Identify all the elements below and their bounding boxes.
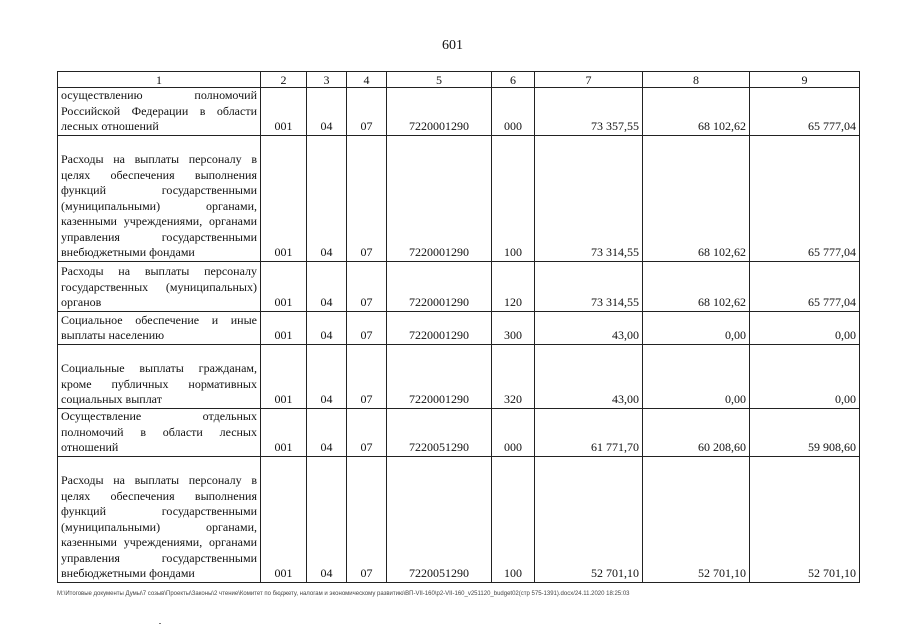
row-name: Осуществление отдельных полномочий в области лесных отношений xyxy=(58,408,261,456)
cell-amount-col9: 52 701,10 xyxy=(750,456,860,582)
cell-admin-code: 001 xyxy=(261,135,307,261)
cell-subsection: 07 xyxy=(347,344,387,408)
column-header: 4 xyxy=(347,72,387,88)
table-row xyxy=(58,456,860,582)
cell-subsection: 07 xyxy=(347,88,387,136)
cell-target-article: 7220051290 xyxy=(387,456,492,582)
cell-target-article: 7220001290 xyxy=(387,135,492,261)
table-row xyxy=(58,135,860,261)
column-header: 3 xyxy=(307,72,347,88)
cell-admin-code: 001 xyxy=(261,311,307,344)
cell-amount-col9: 65 777,04 xyxy=(750,135,860,261)
cell-target-article: 7220001290 xyxy=(387,88,492,136)
cell-amount-col8: 60 208,60 xyxy=(643,408,750,456)
cell-amount-col9: 65 777,04 xyxy=(750,261,860,311)
table-row xyxy=(58,344,860,408)
cell-amount-col9: 0,00 xyxy=(750,311,860,344)
table-row xyxy=(58,408,860,456)
cell-admin-code: 001 xyxy=(261,344,307,408)
cell-section: 04 xyxy=(307,344,347,408)
cell-target-article: 7220001290 xyxy=(387,261,492,311)
scan-speck xyxy=(159,623,161,624)
table-row xyxy=(58,88,860,136)
cell-amount-col9: 65 777,04 xyxy=(750,88,860,136)
cell-admin-code: 001 xyxy=(261,88,307,136)
cell-section: 04 xyxy=(307,408,347,456)
cell-amount-col9: 0,00 xyxy=(750,344,860,408)
cell-section: 04 xyxy=(307,456,347,582)
column-header: 1 xyxy=(58,72,261,88)
cell-amount-col8: 52 701,10 xyxy=(643,456,750,582)
column-header: 6 xyxy=(492,72,535,88)
column-header: 2 xyxy=(261,72,307,88)
cell-expense-type: 100 xyxy=(492,456,535,582)
cell-amount-col8: 68 102,62 xyxy=(643,261,750,311)
cell-expense-type: 000 xyxy=(492,408,535,456)
cell-section: 04 xyxy=(307,311,347,344)
row-name: Социальное обеспечение и иные выплаты населению xyxy=(58,311,261,344)
row-name: Расходы на выплаты персоналу в целях обеспечения выполнения функций государственными (муниципальными) органами, казенными учреждениями, органами управления государственными внебюджетными фондами xyxy=(58,135,261,261)
cell-amount-col7: 61 771,70 xyxy=(535,408,643,456)
cell-subsection: 07 xyxy=(347,408,387,456)
cell-target-article: 7220001290 xyxy=(387,344,492,408)
row-name: Социальные выплаты гражданам, кроме публичных нормативных социальных выплат xyxy=(58,344,261,408)
table-row xyxy=(58,261,860,311)
cell-amount-col7: 43,00 xyxy=(535,311,643,344)
cell-admin-code: 001 xyxy=(261,408,307,456)
cell-admin-code: 001 xyxy=(261,456,307,582)
cell-amount-col7: 73 357,55 xyxy=(535,88,643,136)
cell-amount-col7: 52 701,10 xyxy=(535,456,643,582)
cell-section: 04 xyxy=(307,135,347,261)
cell-expense-type: 000 xyxy=(492,88,535,136)
table-row xyxy=(58,311,860,344)
cell-amount-col7: 43,00 xyxy=(535,344,643,408)
row-name: Расходы на выплаты персоналу государственных (муниципальных) органов xyxy=(58,261,261,311)
cell-amount-col8: 0,00 xyxy=(643,311,750,344)
footer-file-path: M:\Итоговые документы Думы\7 созыв\Проекты\Законы\2 чтение\Комитет по бюджету, налогам и экономическому развитию\ВП-VII-160\р2-VII-160_v251120_budget02(стр 575-1391).docx/24.11.2020 18:25:03 xyxy=(57,591,630,597)
cell-subsection: 07 xyxy=(347,135,387,261)
cell-section: 04 xyxy=(307,261,347,311)
cell-expense-type: 100 xyxy=(492,135,535,261)
column-header: 8 xyxy=(643,72,750,88)
cell-amount-col7: 73 314,55 xyxy=(535,261,643,311)
cell-subsection: 07 xyxy=(347,456,387,582)
cell-expense-type: 120 xyxy=(492,261,535,311)
cell-admin-code: 001 xyxy=(261,261,307,311)
header-row xyxy=(58,72,860,88)
row-name: Расходы на выплаты персоналу в целях обеспечения выполнения функций государственными (муниципальными) органами, казенными учреждениями, органами управления государственными внебюджетными фондами xyxy=(58,456,261,582)
cell-amount-col8: 68 102,62 xyxy=(643,88,750,136)
column-header: 9 xyxy=(750,72,860,88)
cell-target-article: 7220051290 xyxy=(387,408,492,456)
page-number: 601 xyxy=(442,38,463,53)
column-header: 7 xyxy=(535,72,643,88)
column-header: 5 xyxy=(387,72,492,88)
cell-amount-col8: 0,00 xyxy=(643,344,750,408)
cell-amount-col7: 73 314,55 xyxy=(535,135,643,261)
cell-subsection: 07 xyxy=(347,261,387,311)
budget-table xyxy=(57,71,860,583)
cell-section: 04 xyxy=(307,88,347,136)
cell-amount-col8: 68 102,62 xyxy=(643,135,750,261)
row-name: осуществлению полномочий Российской Федерации в области лесных отношений xyxy=(58,88,261,136)
cell-subsection: 07 xyxy=(347,311,387,344)
cell-expense-type: 320 xyxy=(492,344,535,408)
cell-amount-col9: 59 908,60 xyxy=(750,408,860,456)
cell-expense-type: 300 xyxy=(492,311,535,344)
cell-target-article: 7220001290 xyxy=(387,311,492,344)
